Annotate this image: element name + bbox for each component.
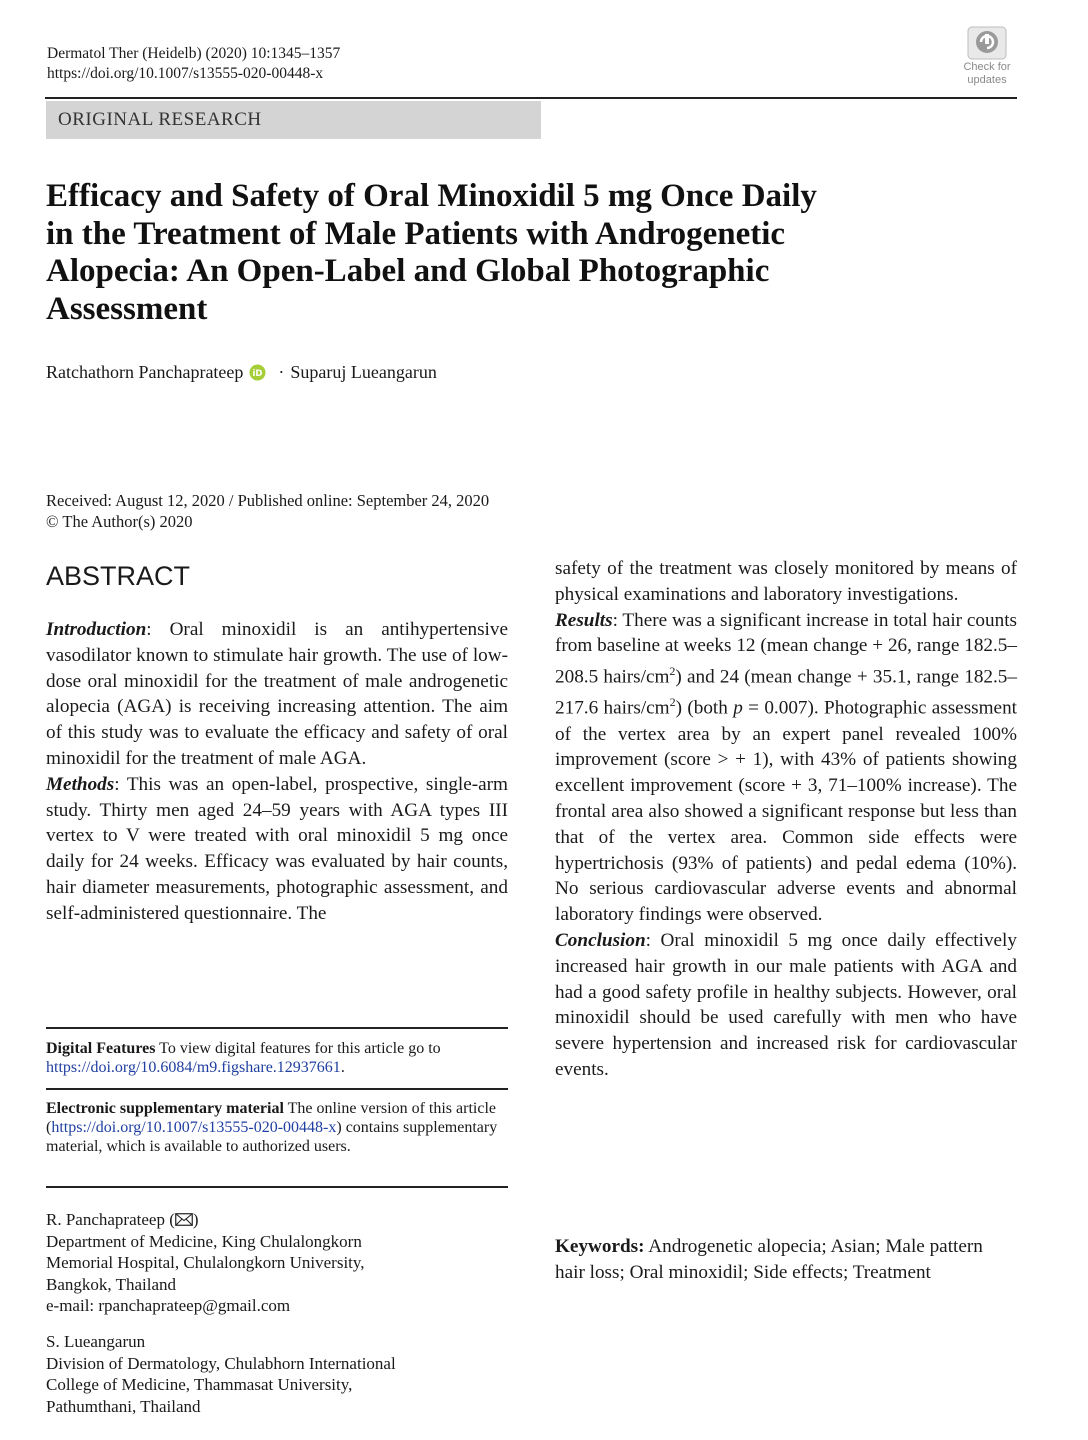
header-rule xyxy=(45,97,1017,99)
article-title xyxy=(46,178,966,328)
section-type-band: ORIGINAL RESEARCH xyxy=(46,101,541,139)
author-first[interactable]: Ratchathorn Panchaprateep xyxy=(46,362,244,382)
envelope-icon[interactable] xyxy=(175,1213,193,1226)
introduction-label: Introduction xyxy=(46,619,147,640)
supplementary-text-a: The online version of this article ( xyxy=(46,1100,496,1136)
publication-dates xyxy=(46,490,489,532)
author-list xyxy=(46,361,437,383)
svg-text:iD: iD xyxy=(252,368,263,379)
supplementary-text-b: ) contains supplementary material, which is available to authorized users. xyxy=(46,1119,498,1155)
methods-continued: safety of the treatment was closely monitored by means of physical examinations and laboratory investigations. xyxy=(555,558,1017,605)
keywords xyxy=(555,1234,1017,1286)
copyright: © The Author(s) 2020 xyxy=(46,512,193,531)
affiliation-line: Memorial Hospital, Chulalongkorn University, xyxy=(46,1253,365,1272)
digital-features-text: To view digital features for this article go to xyxy=(155,1040,441,1057)
check-badge-label-1: Check for xyxy=(963,61,1011,73)
supplementary-label: Electronic supplementary material xyxy=(46,1100,284,1117)
introduction-paragraph xyxy=(46,617,508,772)
author-separator: · xyxy=(278,362,285,382)
abstract-heading: ABSTRACT xyxy=(46,561,191,591)
affiliation-name: S. Lueangarun xyxy=(46,1332,146,1351)
digital-features-label: Digital Features xyxy=(46,1040,156,1057)
introduction-text: : Oral minoxidil is an antihypertensive vasodilator known to stimulate hair growth. The use of low-dose oral minoxidil for the treatment of male androgenetic alopecia (AGA) is receiving increasing attention. The aim of this study was to evaluate the efficacy and safety of oral minoxidil for the treatment of male AGA. xyxy=(46,619,508,769)
title-line: Efficacy and Safety of Oral Minoxidil 5 mg Once Daily xyxy=(46,178,817,214)
conclusion-label: Conclusion xyxy=(555,929,646,951)
affiliation-name: R. Panchaprateep ( ) xyxy=(46,1210,199,1229)
title-line: Assessment xyxy=(46,290,208,327)
conclusion-paragraph xyxy=(555,928,1017,1083)
supplementary-link[interactable]: https://doi.org/10.1007/s13555-020-00448-x xyxy=(51,1119,337,1136)
check-for-updates-badge[interactable] xyxy=(957,26,1017,86)
title-line: in the Treatment of Male Patients with Androgenetic xyxy=(46,215,786,252)
supplementary-note xyxy=(46,1099,508,1156)
keywords-text: Androgenetic alopecia; Asian; Male pattern hair loss; Oral minoxidil; Side effects; Treatment xyxy=(555,1236,983,1283)
keywords-label: Keywords: xyxy=(555,1236,645,1257)
results-paragraph: Results: There was a significant increase in total hair counts from baseline at weeks 12 (mean change + 26, range 182.5–208.5 hairs/$cm^2$) and 24 (mean change + 35.1, range 182.5–217.6 hairs/$cm^2$) (both p = 0.007). Photographic assessment of the vertex area by an expert panel revealed 100% improvement (score > + 1), with 43% of patients showing excellent improvement (score + 3, 71–100% increase). The frontal area also showed a significant response but less than that of the vertex area. Common side effects were hypertrichosis (93% of patients) and pedal edema (10%). No serious cardiovascular adverse events and abnormal laboratory findings were observed. xyxy=(555,609,1017,926)
affiliation-email[interactable]: e-mail: rpanchaprateep@gmail.com xyxy=(46,1296,291,1315)
received-published: Received: August 12, 2020 / Published online: September 24, 2020 xyxy=(46,491,490,510)
title-line: Alopecia: An Open-Label and Global Photographic xyxy=(46,253,770,289)
abstract-right-column xyxy=(555,556,1017,1083)
check-for-updates-icon xyxy=(967,26,1007,60)
check-badge-label-2: updates xyxy=(967,74,1007,86)
methods-paragraph xyxy=(46,772,508,927)
author-second[interactable]: Suparuj Lueangarun xyxy=(290,362,437,382)
abstract-left-column xyxy=(46,617,508,927)
digital-features-note xyxy=(46,1039,508,1077)
methods-text: : This was an open-label, prospective, single-arm study. Thirty men aged 24–59 years with AGA types III vertex to V were treated with oral minoxidil 5 mg once daily for 24 weeks. Efficacy was evaluated by hair counts, hair diameter measurements, photographic assessment, and self-administered questionnaire. The xyxy=(46,773,508,924)
affiliation-line: Pathumthani, Thailand xyxy=(46,1396,201,1416)
methods-label: Methods xyxy=(46,773,115,795)
orcid-icon[interactable] xyxy=(249,364,266,381)
affiliation-line: College of Medicine, Thammasat University, xyxy=(46,1375,353,1394)
footnote-rule xyxy=(46,1088,508,1090)
article-doi[interactable]: https://doi.org/10.1007/s13555-020-00448-x xyxy=(47,65,324,82)
affiliation-line: Department of Medicine, King Chulalongkorn xyxy=(46,1231,362,1251)
footnote-rule xyxy=(46,1027,508,1029)
conclusion-text: : Oral minoxidil 5 mg once daily effectively increased hair growth in our male patients with AGA and had a good safety profile in healthy subjects. However, oral minoxidil should be used carefully with men who have severe hypertension and increased risk for cardiovascular events. xyxy=(555,929,1017,1080)
affiliation-block xyxy=(46,1331,508,1417)
digital-features-end: . xyxy=(340,1059,345,1076)
journal-citation: Dermatol Ther (Heidelb) (2020) 10:1345–1357 xyxy=(47,45,341,62)
results-label: Results xyxy=(555,609,613,631)
affiliation-line: Division of Dermatology, Chulabhorn International xyxy=(46,1353,396,1373)
affiliation-line: Bangkok, Thailand xyxy=(46,1274,176,1294)
digital-features-link[interactable]: https://doi.org/10.6084/m9.figshare.12937661 xyxy=(46,1059,341,1076)
footnote-rule xyxy=(46,1186,508,1188)
affiliation-block xyxy=(46,1209,508,1317)
